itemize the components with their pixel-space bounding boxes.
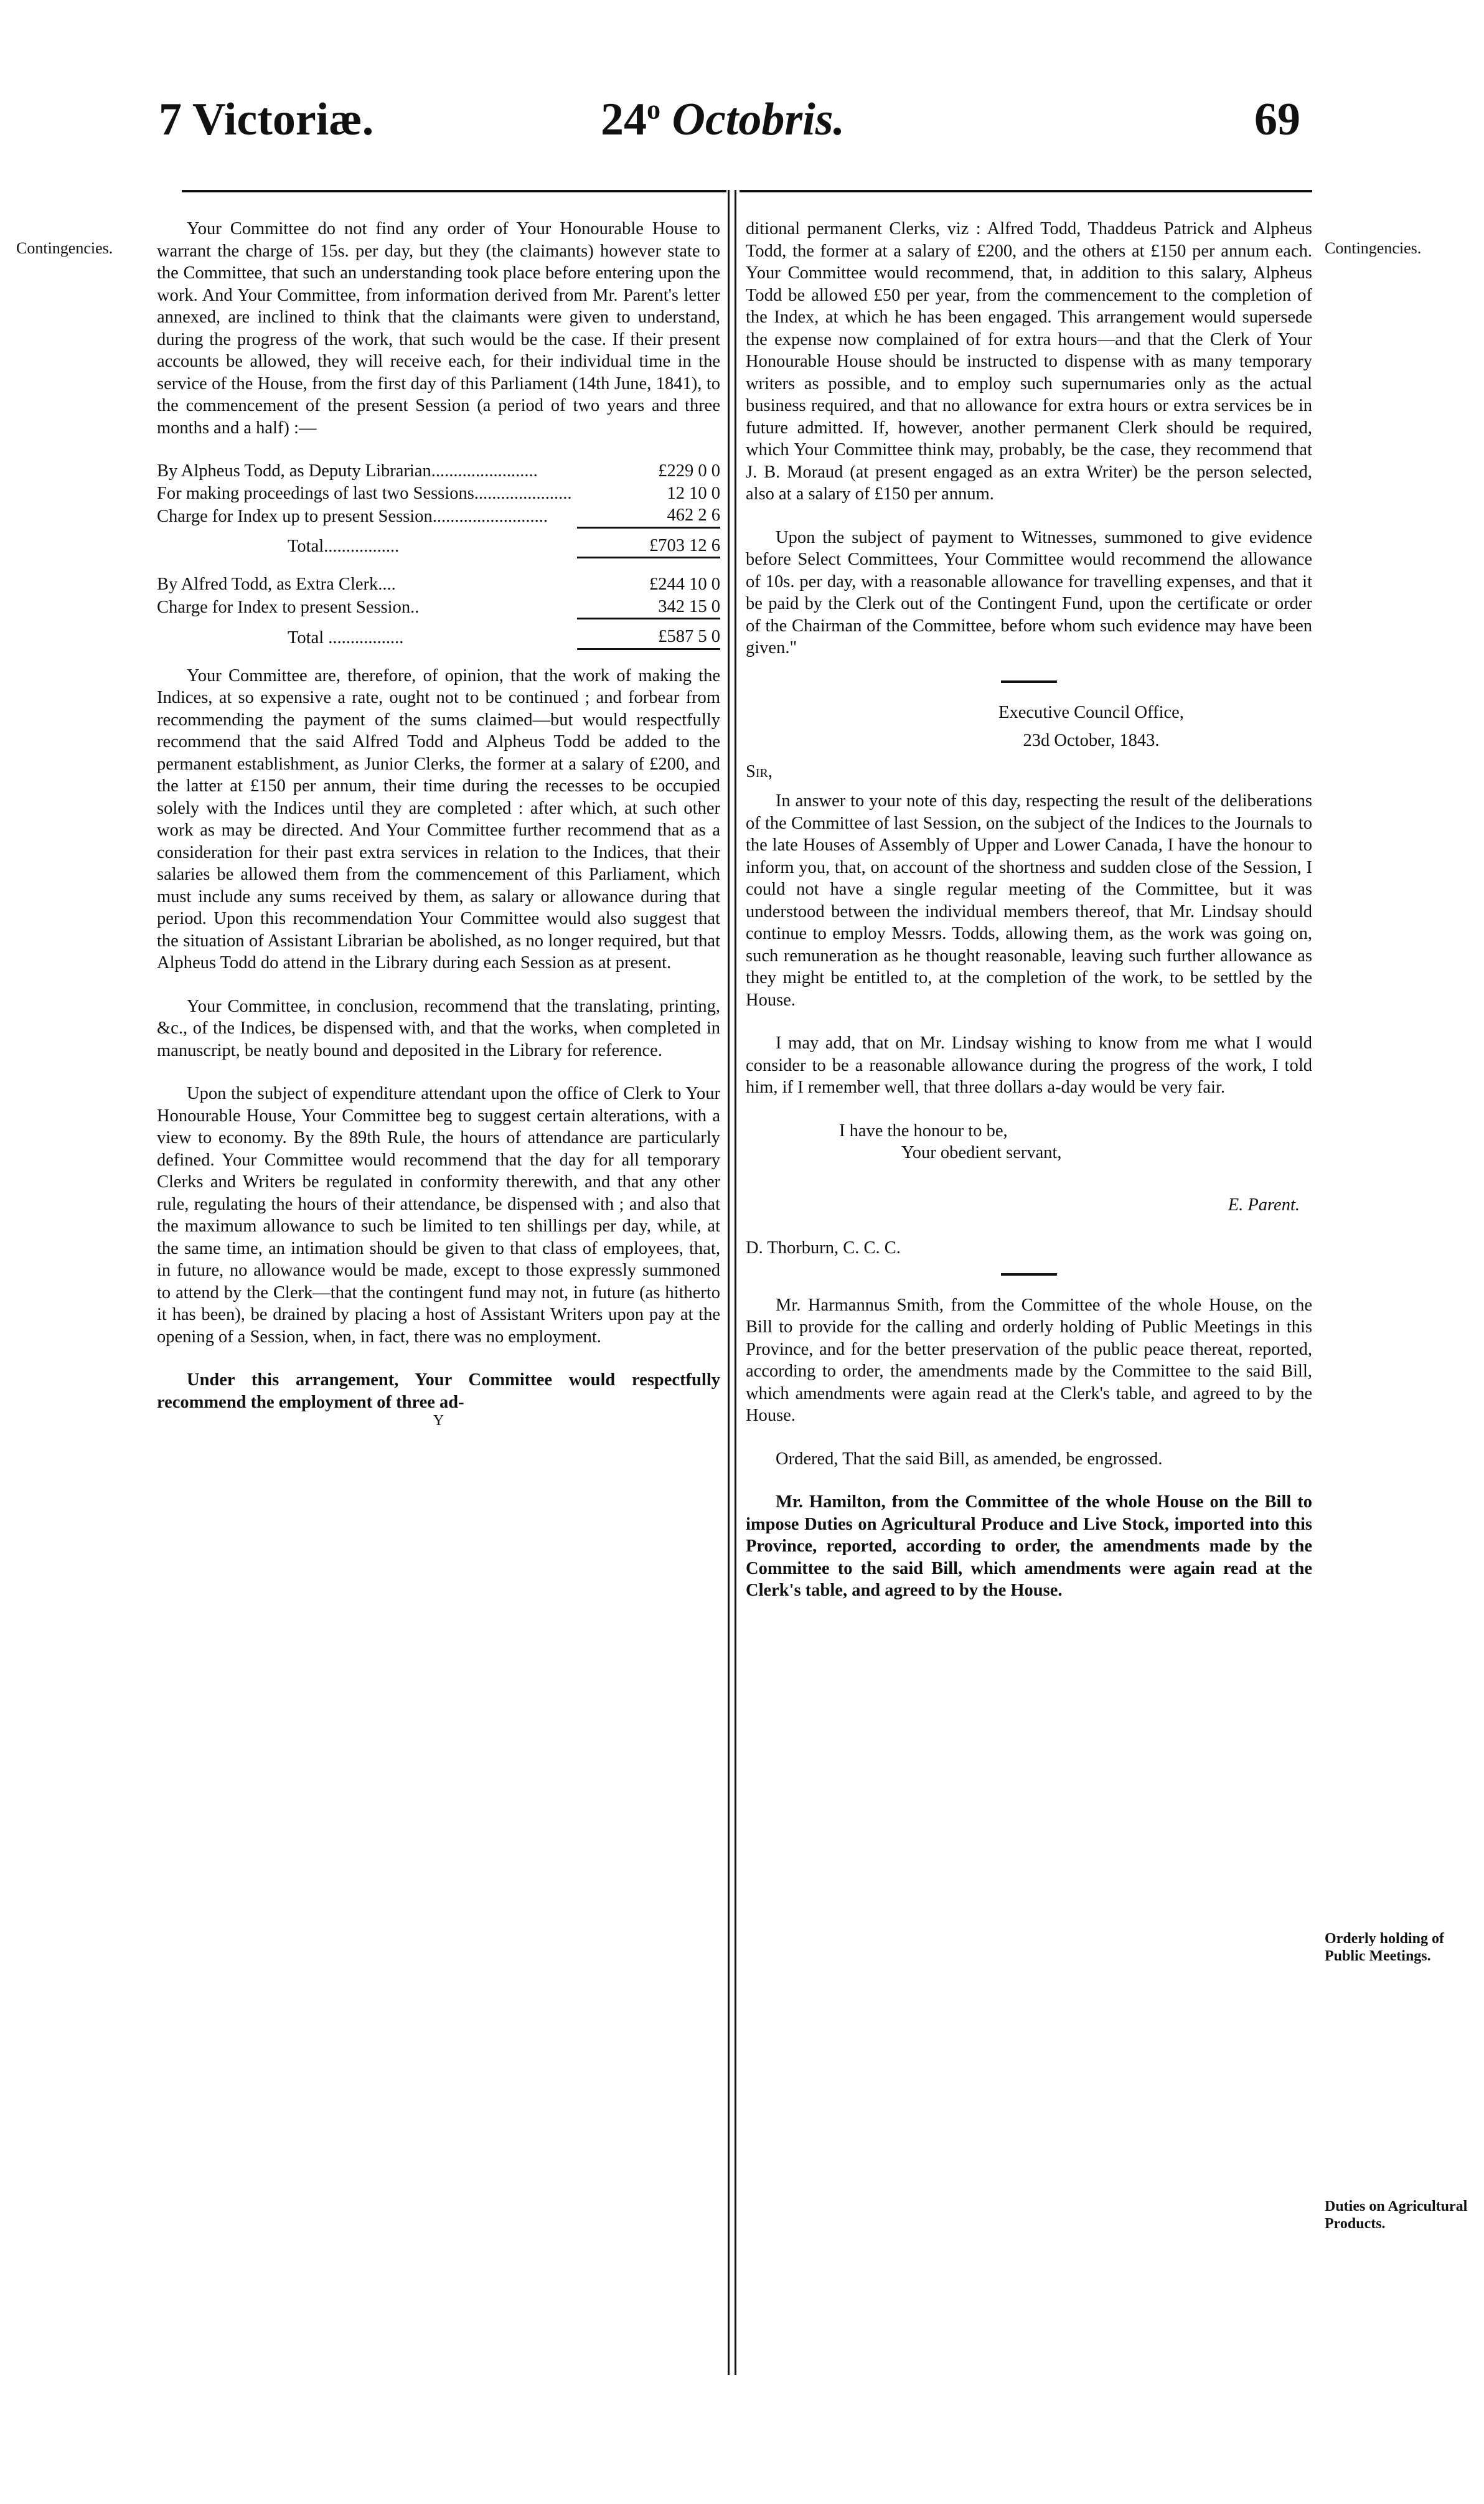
proceeding-public-meetings: Mr. Harmannus Smith, from the Committee of the whole House, on the Bill to provide for the calling and orderly holding of Public Meetings in this Province, and for the better preservation of the public peace thereat, reported, according to order, the amendments made by the Committee to the said Bill, which amendments were again read at the Clerk's table, and agreed to by the House. <box>746 1295 1312 1425</box>
account-row <box>157 573 720 596</box>
account-amount: £244 10 0 <box>649 575 720 594</box>
top-rule-right <box>740 190 1312 192</box>
column-divider-2 <box>735 190 736 2375</box>
letter-closing-2: Your obedient servant, <box>901 1143 1062 1162</box>
letter-office: Executive Council Office, <box>998 702 1184 722</box>
left-paragraph-5: Under this arrangement, Your Committee would respectfully recommend the employment of three ad- <box>157 1370 720 1412</box>
letter-signer: E. Parent. <box>1228 1195 1300 1215</box>
page-number: 69 <box>1254 94 1300 145</box>
account-total-row <box>157 619 720 649</box>
account-desc: Charge for Index to present Session.. <box>157 598 420 617</box>
top-rule-left <box>182 190 726 192</box>
margin-note-public-meetings: Orderly holding of Public Meetings. <box>1325 1931 1445 1964</box>
account-table-alfred <box>157 573 720 650</box>
account-total-label: Total................. <box>288 537 400 556</box>
account-desc: Charge for Index up to present Session.......................... <box>157 506 548 526</box>
header-day-sup: o <box>647 94 660 125</box>
header-day: 24 <box>601 94 647 145</box>
left-column <box>157 218 720 1428</box>
account-total-row <box>157 527 720 558</box>
account-row <box>157 596 720 619</box>
letter-closing-1: I have the honour to be, <box>839 1121 1008 1141</box>
proceeding-agricultural-duties: Mr. Hamilton, from the Committee of the whole House on the Bill to impose Duties on Agricultural Produce and Live Stock, imported into this Province, reported, according to order, the amendments made by the Committee to the said Bill, which amendments were again read at the Clerk's table, and agreed to by the House. <box>746 1492 1312 1600</box>
account-amount: 12 10 0 <box>667 483 720 503</box>
right-paragraph-2: Upon the subject of payment to Witnesses, summoned to give evidence before Select Committees, Your Committee would recommend the allowance of 10s. per day, with a reasonable allowance for travelling expenses, and that it be paid by the Clerk out of the Contingent Fund, upon the certificate or order of the Chairman of the Committee, before whom such evidence may have been given." <box>746 527 1312 657</box>
account-total-amount: £587 5 0 <box>577 619 720 649</box>
margin-note-agricultural-duties: Duties on Agricultural Products. <box>1325 2198 1468 2232</box>
left-paragraph-4: Upon the subject of expenditure attendant upon the office of Clerk to Your Honourable House, Your Committee beg to suggest certain alterations, with a view to economy. By the 89th Rule, the hours of attendance are particularly defined. Your Committee would recommend that the day for all temporary Clerks and Writers be regulated in conformity therewith, and that any other rule, regulating the hours of their attendance, be dispensed with ; and also that the maximum allowance to such be limited to ten shillings per day, while, at the same time, an intimation should be given to that class of employees, that, in future, no allowance would be made, except to those expressly summoned to attend by the Clerk—that the contingent fund may not, in future (as hitherto it has been), be drained by placing a host of Assistant Writers upon pay at the opening of a Session, when, in fact, there was no employment. <box>157 1084 720 1347</box>
section-rule <box>1001 1273 1057 1276</box>
letter-date: 23d October, 1843. <box>1023 731 1160 750</box>
account-desc: By Alfred Todd, as Extra Clerk.... <box>157 575 396 594</box>
account-amount: 342 15 0 <box>658 596 720 616</box>
left-paragraph-1: Your Committee do not find any order of Your Honourable House to warrant the charge of 15s. per day, but they (the claimants) however state to the Committee, that such an understanding took place before entering upon the work. And Your Committee, from information derived from Mr. Parent's letter annexed, are inclined to think that the claimants were given to understand, during the progress of the work, that such would be the case. If their present accounts be allowed, they will receive each, for their individual time in the service of the House, from the first day of this Parliament (14th June, 1841), to the commencement of the present Session (a period of two years and three months and a half) :— <box>157 219 720 438</box>
header-month: Octobris. <box>672 94 845 145</box>
right-paragraph-1: ditional permanent Clerks, viz : Alfred Todd, Thaddeus Patrick and Alpheus Todd, the former at a salary of £200, and the others at £150 per annum each. Your Committee would recommend, that, in addition to this salary, Alpheus Todd be allowed £50 per year, from the commencement to the completion of the Index, at which he has been engaged. This arrangement would supersede the expense now complained of for extra hours—and that the Clerk of Your Honourable House should be instructed to dispense with as many temporary writers as possible, and to employ such supernumaries only as the actual business required, and that no allowance for extra hours or extra services be in future admitted. If, however, another permanent Clerk should be required, which Your Committee think may, probably, be the case, they recommend that J. B. Moraud (at present engaged as an extra Writer) be the person selected, also at a salary of £150 per annum. <box>746 219 1312 504</box>
header-date <box>601 93 845 146</box>
account-desc: For making proceedings of last two Sessions...................... <box>157 483 572 503</box>
account-row <box>157 482 720 505</box>
right-column <box>746 218 1312 1623</box>
account-table-alpheus <box>157 460 720 558</box>
account-total-label: Total ................. <box>288 628 404 647</box>
account-total-amount: £703 12 6 <box>577 527 720 558</box>
account-row <box>157 504 720 527</box>
section-rule <box>1001 680 1057 683</box>
letter-paragraph-1: In answer to your note of this day, respecting the result of the deliberations of the Committee of last Session, on the subject of the Indices to the Journals to the late Houses of Assembly of Upper and Lower Canada, I have the honour to inform you, that, on account of the shortness and sudden close of the Session, I could not have a single regular meeting of the Committee, but it was understood between the individual members thereof, that Mr. Lindsay should continue to employ Messrs. Todds, allowing them, as the work was going on, such remuneration as he thought reasonable, leaving such further allowance as they might be entitled to, at the completion of the work, to be settled by the House. <box>746 791 1312 1010</box>
margin-note-contingencies-right: Contingencies. <box>1325 239 1422 257</box>
account-desc: By Alpheus Todd, as Deputy Librarian........................ <box>157 461 538 481</box>
account-row <box>157 460 720 482</box>
catchword: Y <box>433 1413 444 1429</box>
letter-paragraph-2: I may add, that on Mr. Lindsay wishing to know from me what I would consider to be a reasonable allowance during the progress of the work, I told him, if I remember well, that three dollars a-day would be very fair. <box>746 1033 1312 1097</box>
header-regnal-year: 7 Victoriæ. <box>159 94 374 145</box>
letter-salutation: Sir, <box>746 761 773 781</box>
account-amount: £229 0 0 <box>658 461 720 481</box>
proceeding-ordered: Ordered, That the said Bill, as amended, be engrossed. <box>776 1449 1163 1469</box>
column-divider-1 <box>728 190 730 2375</box>
left-paragraph-2: Your Committee are, therefore, of opinion, that the work of making the Indices, at so expensive a rate, ought not to be continued ; and forbear from recommending the payment of the sums claimed—but would respectfully recommend that the said Alfred Todd and Alpheus Todd be added to the permanent establishment, as Junior Clerks, the former at a salary of £200, and the latter at £150 per annum, their time during the recesses to be occupied solely with the Indices until they are completed : after which, at such other work as may be directed. And Your Committee further recommend that as a consideration for their past extra services in relation to the Indices, that their salaries be allowed them from the commencement of this Parliament, which must include any sums received by them, as salary or allowance during that period. Upon this recommendation Your Committee would also suggest that the situation of Assistant Librarian be abolished, as no longer required, but that Alpheus Todd do attend in the Library during each Session as at present. <box>157 666 720 972</box>
account-amount: 462 2 6 <box>667 506 720 525</box>
margin-note-contingencies-left: Contingencies. <box>16 239 113 257</box>
page-header <box>0 93 1484 162</box>
left-paragraph-3: Your Committee, in conclusion, recommend that the translating, printing, &c., of the Indices, be dispensed with, and that the works, when completed in manuscript, be neatly bound and deposited in the Library for reference. <box>157 996 720 1060</box>
letter-addressee: D. Thorburn, C. C. C. <box>746 1238 901 1258</box>
